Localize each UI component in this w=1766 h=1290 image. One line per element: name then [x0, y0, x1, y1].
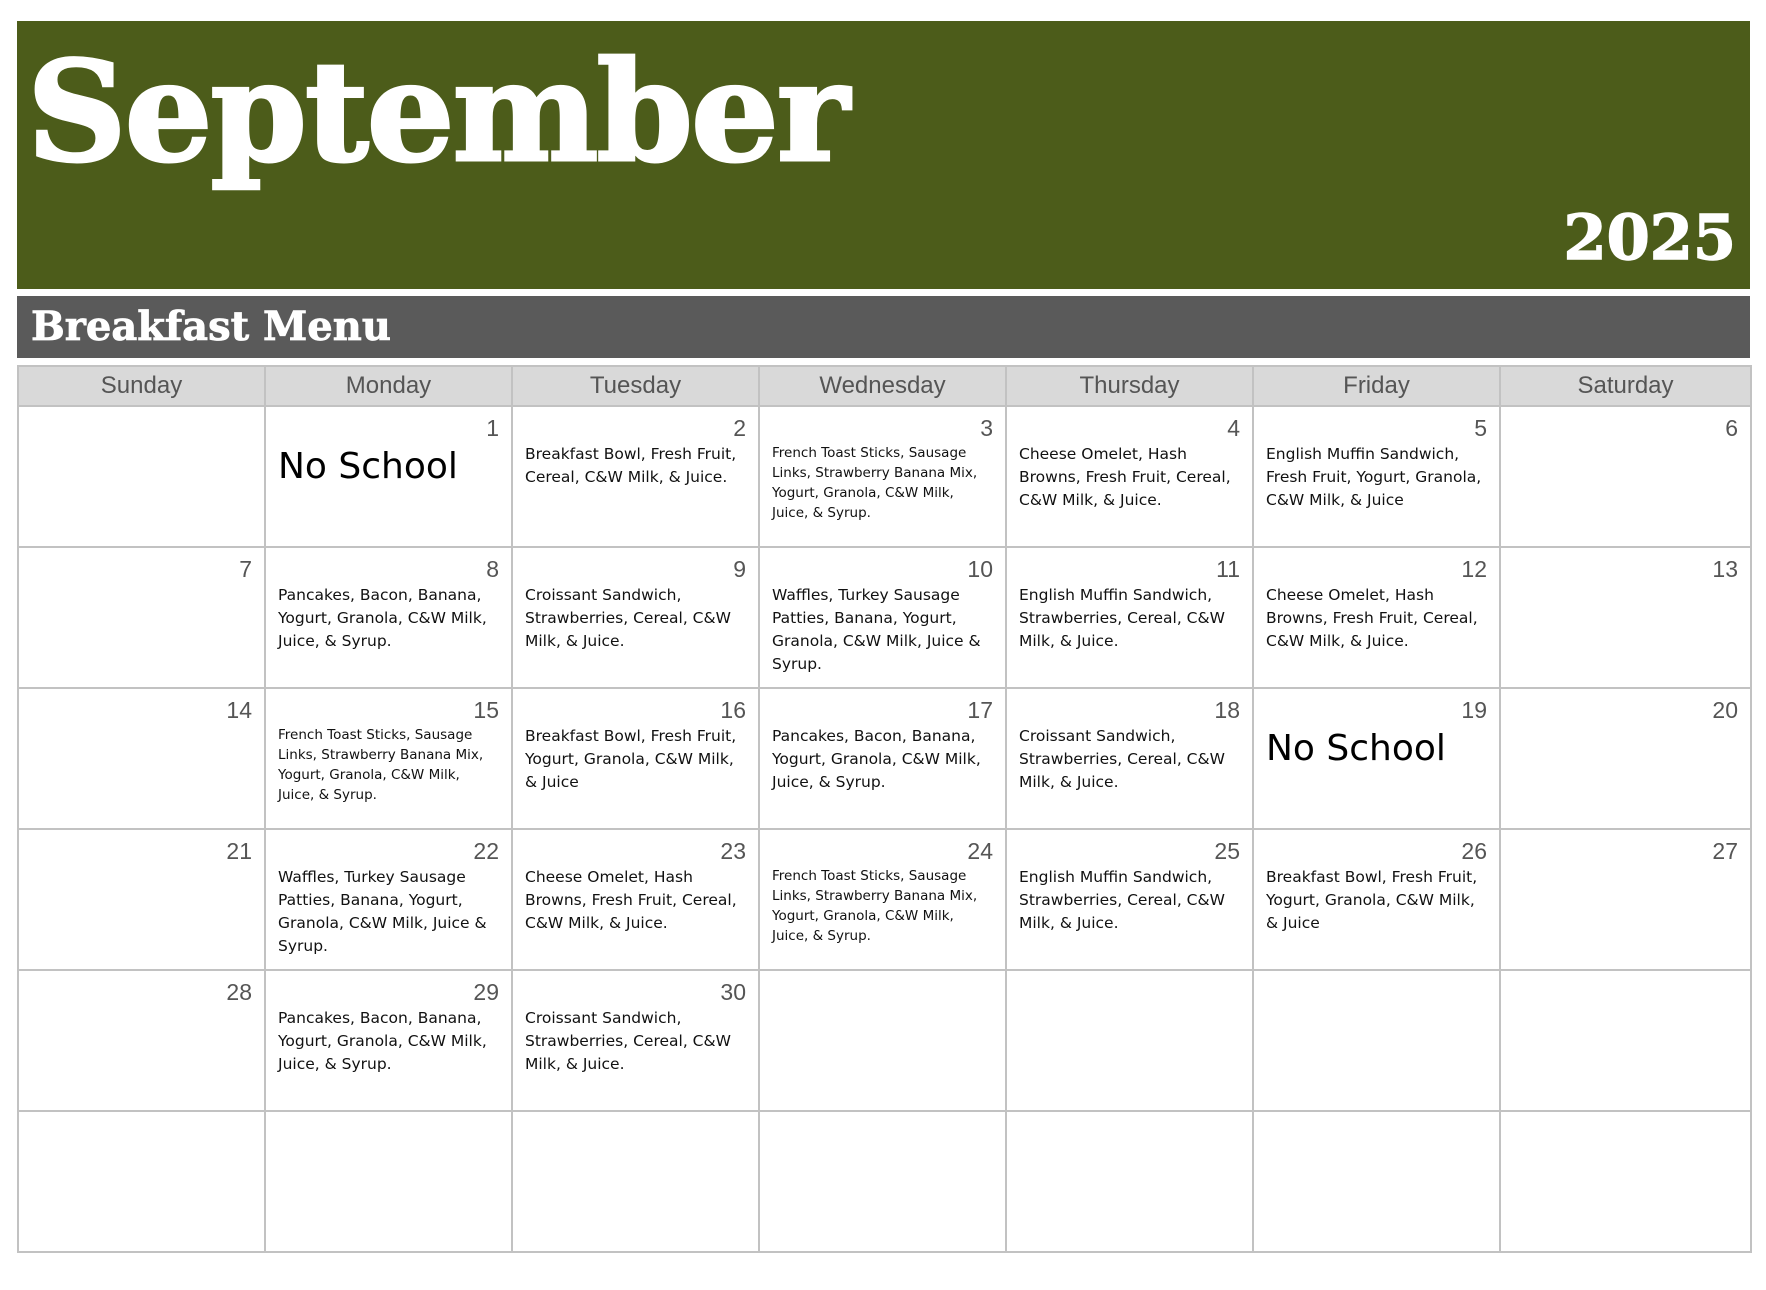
day-number: 4: [1227, 415, 1240, 441]
day-number: 24: [967, 838, 993, 864]
day-cell: [1253, 970, 1500, 1111]
day-cell: [759, 547, 1006, 688]
menu-title: Breakfast Menu: [31, 303, 391, 350]
day-number: 2: [733, 415, 746, 441]
day-number: [1513, 1112, 1738, 1148]
day-number: 29: [473, 979, 499, 1005]
day-number: [772, 971, 993, 1007]
week-row: [18, 406, 1751, 547]
weekday-saturday: Saturday: [1500, 366, 1751, 406]
weekday-thursday: Thursday: [1006, 366, 1253, 406]
month-banner: [17, 21, 1750, 289]
day-number: 21: [226, 838, 252, 864]
day-number: [772, 1112, 993, 1148]
day-number: 14: [226, 697, 252, 723]
day-cell: [512, 829, 759, 970]
day-number: 12: [1461, 556, 1487, 582]
day-cell: [265, 547, 512, 688]
day-cell: [265, 829, 512, 970]
day-cell: [1006, 688, 1253, 829]
weeks-body: [18, 406, 1751, 1252]
day-number: 16: [720, 697, 746, 723]
week-row: [18, 1111, 1751, 1252]
day-cell: [1500, 688, 1751, 829]
week-row: [18, 547, 1751, 688]
day-cell: [512, 547, 759, 688]
menu-items: French Toast Sticks, Sausage Links, Strawberry Banana Mix, Yogurt, Granola, C&W Milk, Juice, & Syrup.: [772, 445, 978, 521]
day-number: [31, 1112, 252, 1148]
menu-items: Waffles, Turkey Sausage Patties, Banana, Yogurt, Granola, C&W Milk, Juice & Syrup.: [772, 586, 981, 673]
day-number: 22: [473, 838, 499, 864]
menu-items: Breakfast Bowl, Fresh Fruit, Yogurt, Granola, C&W Milk, & Juice: [1266, 868, 1478, 932]
menu-items: Cheese Omelet, Hash Browns, Fresh Fruit, Cereal, C&W Milk, & Juice.: [525, 868, 737, 932]
month-title: September: [27, 30, 848, 193]
day-number: [1019, 1112, 1240, 1148]
day-number: 27: [1712, 838, 1738, 864]
menu-items: Croissant Sandwich, Strawberries, Cereal, C&W Milk, & Juice.: [525, 586, 731, 650]
day-number: 26: [1461, 838, 1487, 864]
weekday-tuesday: Tuesday: [512, 366, 759, 406]
day-cell: [265, 688, 512, 829]
day-cell: [512, 1111, 759, 1252]
day-cell: [1253, 1111, 1500, 1252]
calendar-page: [17, 21, 1750, 1253]
day-number: [278, 1112, 499, 1148]
calendar-grid: [17, 365, 1752, 1253]
day-number: 23: [720, 838, 746, 864]
year-label: 2025: [1563, 201, 1736, 274]
day-cell: [759, 1111, 1006, 1252]
day-cell: [265, 1111, 512, 1252]
day-number: 9: [733, 556, 746, 582]
week-row: [18, 688, 1751, 829]
day-cell: [18, 406, 265, 547]
day-number: [1266, 1112, 1487, 1148]
day-number: 8: [486, 556, 499, 582]
day-cell: [1006, 829, 1253, 970]
day-number: 11: [1216, 556, 1240, 582]
day-number: 7: [239, 556, 252, 582]
weekday-wednesday: Wednesday: [759, 366, 1006, 406]
menu-items: Pancakes, Bacon, Banana, Yogurt, Granola, C&W Milk, Juice, & Syrup.: [772, 727, 981, 791]
menu-items: Croissant Sandwich, Strawberries, Cereal, C&W Milk, & Juice.: [525, 1009, 731, 1073]
day-cell: [1500, 406, 1751, 547]
day-number: 1: [486, 415, 499, 441]
day-cell: [18, 1111, 265, 1252]
day-number: 25: [1214, 838, 1240, 864]
day-number: 17: [967, 697, 993, 723]
day-cell: [18, 688, 265, 829]
day-number: 18: [1214, 697, 1240, 723]
menu-items: English Muffin Sandwich, Strawberries, Cereal, C&W Milk, & Juice.: [1019, 868, 1225, 932]
day-cell: [1253, 406, 1500, 547]
menu-items: Croissant Sandwich, Strawberries, Cereal, C&W Milk, & Juice.: [1019, 727, 1225, 791]
menu-banner: [17, 296, 1750, 358]
weekday-header-row: [18, 366, 1751, 406]
day-cell: [1500, 970, 1751, 1111]
day-number: [525, 1112, 746, 1148]
day-cell: [1006, 547, 1253, 688]
menu-items: Cheese Omelet, Hash Browns, Fresh Fruit, Cereal, C&W Milk, & Juice.: [1266, 586, 1478, 650]
day-cell: [759, 406, 1006, 547]
day-number: 6: [1725, 415, 1738, 441]
day-cell: [18, 547, 265, 688]
day-cell: [759, 829, 1006, 970]
menu-items: Waffles, Turkey Sausage Patties, Banana, Yogurt, Granola, C&W Milk, Juice & Syrup.: [278, 868, 487, 955]
day-number: 13: [1712, 556, 1738, 582]
day-number: [1266, 971, 1487, 1007]
day-cell: [1500, 547, 1751, 688]
menu-items: English Muffin Sandwich, Fresh Fruit, Yogurt, Granola, C&W Milk, & Juice: [1266, 445, 1482, 509]
weekday-sunday: Sunday: [18, 366, 265, 406]
day-cell: [1253, 829, 1500, 970]
day-cell: [512, 970, 759, 1111]
day-cell: [1253, 547, 1500, 688]
menu-items: French Toast Sticks, Sausage Links, Strawberry Banana Mix, Yogurt, Granola, C&W Milk, Juice, & Syrup.: [278, 727, 484, 803]
menu-items: English Muffin Sandwich, Strawberries, Cereal, C&W Milk, & Juice.: [1019, 586, 1225, 650]
menu-items: Cheese Omelet, Hash Browns, Fresh Fruit, Cereal, C&W Milk, & Juice.: [1019, 445, 1231, 509]
day-number: 3: [980, 415, 993, 441]
week-row: [18, 829, 1751, 970]
day-number: [1019, 971, 1240, 1007]
menu-items: Pancakes, Bacon, Banana, Yogurt, Granola, C&W Milk, Juice, & Syrup.: [278, 1009, 487, 1073]
weekday-friday: Friday: [1253, 366, 1500, 406]
day-number: 19: [1461, 697, 1487, 723]
day-cell: [759, 970, 1006, 1111]
day-number: 15: [473, 697, 499, 723]
menu-items: French Toast Sticks, Sausage Links, Strawberry Banana Mix, Yogurt, Granola, C&W Milk, Juice, & Syrup.: [772, 868, 978, 944]
day-cell: [265, 970, 512, 1111]
day-cell: [1253, 688, 1500, 829]
menu-items: Pancakes, Bacon, Banana, Yogurt, Granola, C&W Milk, Juice, & Syrup.: [278, 586, 487, 650]
week-row: [18, 970, 1751, 1111]
day-cell: [18, 970, 265, 1111]
day-cell: [1006, 406, 1253, 547]
day-cell: [1500, 829, 1751, 970]
day-cell: [759, 688, 1006, 829]
day-number: 30: [720, 979, 746, 1005]
day-number: 28: [226, 979, 252, 1005]
menu-items: Breakfast Bowl, Fresh Fruit, Yogurt, Granola, C&W Milk, & Juice: [525, 727, 737, 791]
day-cell: [18, 829, 265, 970]
day-cell: [1500, 1111, 1751, 1252]
weekday-monday: Monday: [265, 366, 512, 406]
day-number: 20: [1712, 697, 1738, 723]
day-cell: [512, 406, 759, 547]
day-cell: [512, 688, 759, 829]
menu-items: Breakfast Bowl, Fresh Fruit, Cereal, C&W Milk, & Juice.: [525, 445, 737, 486]
day-cell: [1006, 1111, 1253, 1252]
day-cell: [265, 406, 512, 547]
no-school-label: No School: [1266, 728, 1446, 769]
day-number: [31, 407, 252, 443]
day-number: [1513, 971, 1738, 1007]
day-cell: [1006, 970, 1253, 1111]
day-number: 5: [1474, 415, 1487, 441]
no-school-label: No School: [278, 446, 458, 487]
day-number: 10: [967, 556, 993, 582]
